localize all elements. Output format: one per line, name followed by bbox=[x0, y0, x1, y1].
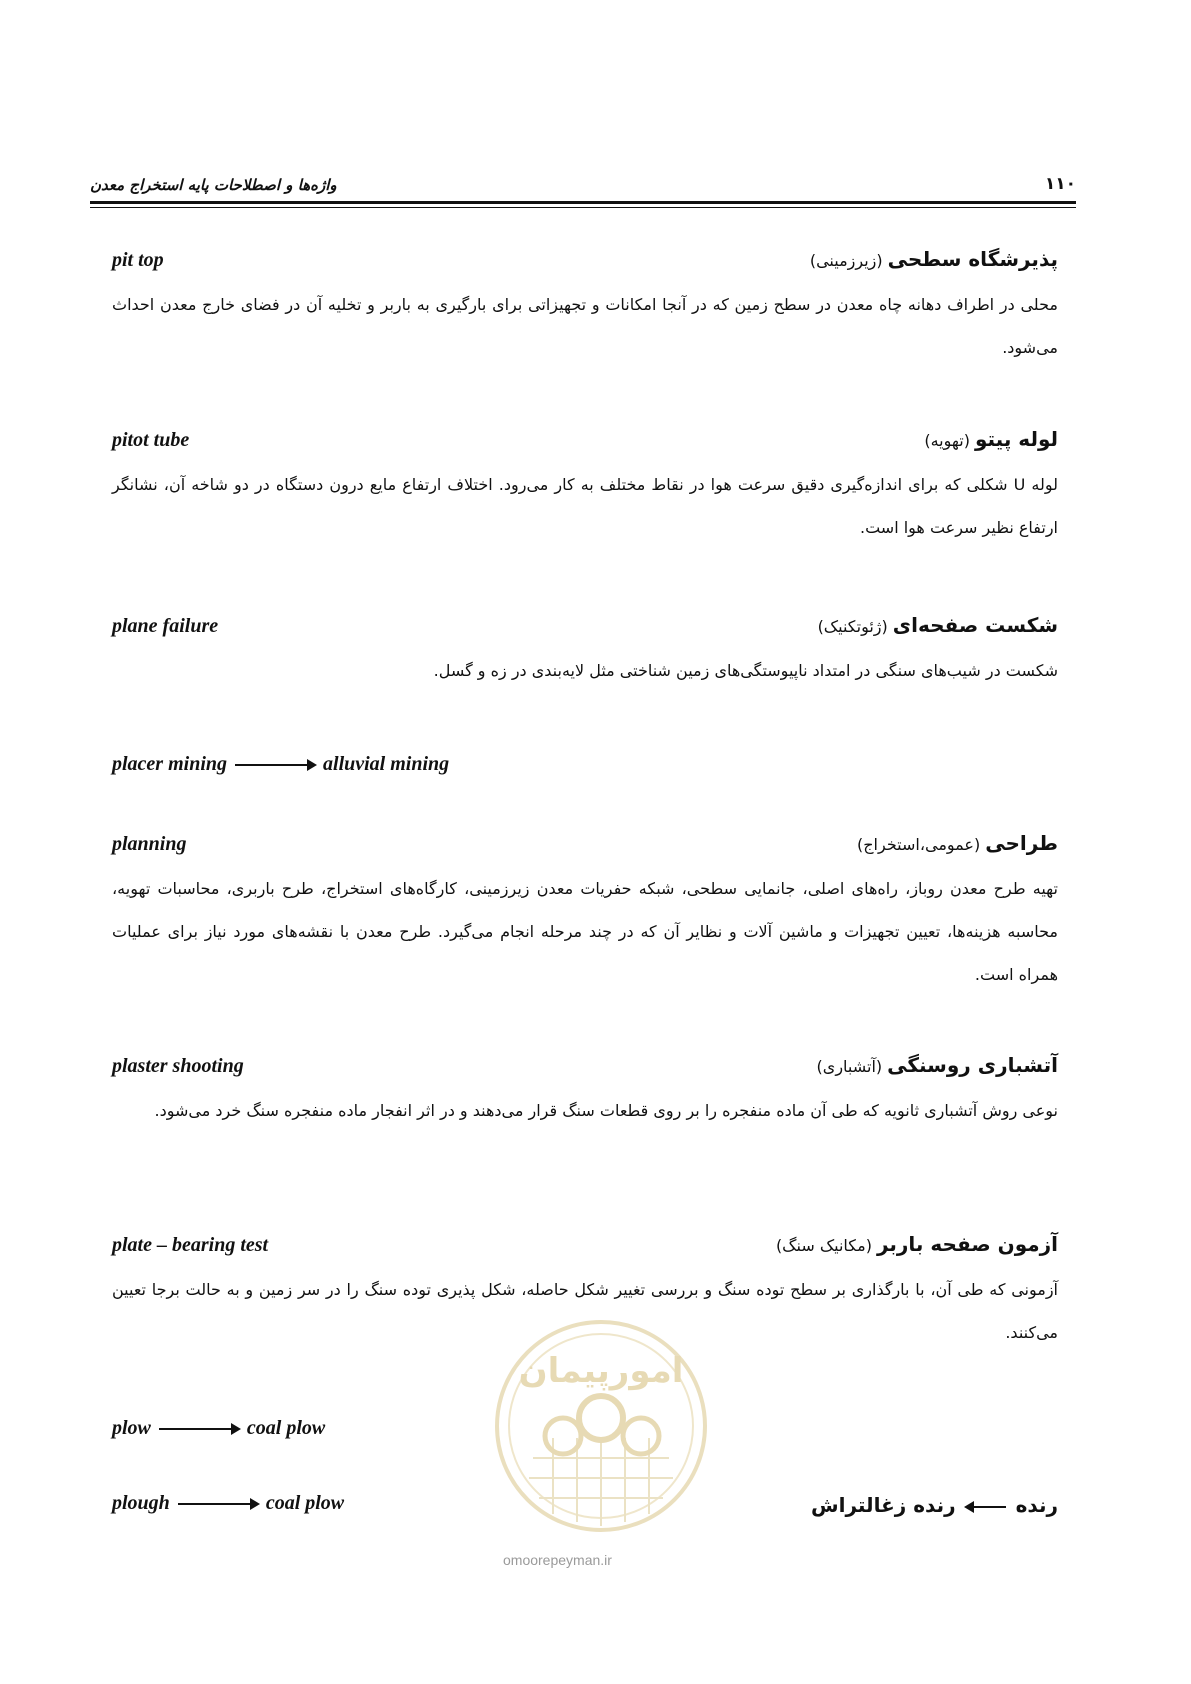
term-fa-word: پذیرشگاه سطحی bbox=[887, 247, 1058, 271]
arrow-right-icon bbox=[235, 764, 315, 766]
cross-ref-fa-to: رنده زغالتراش bbox=[811, 1493, 956, 1517]
term-en: plate – bearing test bbox=[112, 1234, 269, 1256]
term-field: (عمومی،استخراج) bbox=[856, 835, 981, 854]
entry-plaster-shooting bbox=[112, 1053, 1058, 1132]
definition: نوعی روش آتشباری ثانویه که طی آن ماده منفجره را بر روی قطعات سنگ قرار می‌دهند و در اثر انفجار ماده منفجره سنگ خرد می‌شود. bbox=[154, 1101, 1058, 1120]
entry-pit-top bbox=[112, 247, 1058, 369]
definition: آزمونی که طی آن، با بارگذاری بر سطح توده سنگ و بررسی تغییر شکل حاصله، شکل پذیری توده سنگ را در سر زمین و به حالت برجا تعیین می‌کنند. bbox=[112, 1280, 1058, 1342]
cross-ref-fa-from: رنده bbox=[1015, 1493, 1058, 1517]
entry-plane-failure bbox=[112, 613, 1058, 692]
arrow-left-icon bbox=[966, 1506, 1006, 1508]
cross-ref-placer-mining bbox=[112, 753, 449, 776]
cross-ref-from: plough bbox=[112, 1492, 170, 1514]
definition: لوله U شکلی که برای اندازه‌گیری دقیق سرعت هوا در نقاط مختلف به کار می‌رود. اختلاف ارتفاع مایع درون دستگاه در دو شاخه آن، نشانگر ارتفاع نظیر سرعت هوا است. bbox=[112, 475, 1058, 537]
term-fa-word: لوله پیتو bbox=[974, 427, 1058, 451]
term-fa-word: شکست صفحه‌ای bbox=[892, 613, 1058, 637]
cross-ref-to: alluvial mining bbox=[323, 753, 450, 775]
book-title: واژه‌ها و اصطلاحات پایه استخراج معدن bbox=[90, 176, 337, 194]
cross-ref-plough bbox=[112, 1492, 344, 1515]
term-fa bbox=[924, 427, 1058, 451]
term-en: plaster shooting bbox=[112, 1055, 244, 1077]
term-fa bbox=[818, 613, 1058, 637]
term-en: planning bbox=[112, 833, 187, 855]
arrow-right-icon bbox=[178, 1503, 258, 1505]
page-header bbox=[90, 168, 1076, 198]
term-field: (ژئوتکنیک) bbox=[817, 617, 888, 636]
watermark-url: omoorepeyman.ir bbox=[503, 1552, 612, 1568]
term-field: (زیرزمینی) bbox=[809, 251, 883, 270]
term-fa-word: آزمون صفحه باربر bbox=[876, 1232, 1058, 1256]
term-fa bbox=[776, 1232, 1058, 1256]
cross-ref-plow bbox=[112, 1417, 325, 1440]
watermark-logo-text: امورپیمان bbox=[518, 1351, 684, 1391]
term-field: (تهویه) bbox=[924, 431, 970, 450]
term-fa bbox=[810, 247, 1058, 271]
cross-ref-from: plow bbox=[112, 1417, 151, 1439]
term-en: pit top bbox=[112, 249, 164, 271]
term-fa bbox=[857, 831, 1058, 855]
definition: تهیه طرح معدن روباز، راه‌های اصلی، جانمایی سطحی، شبکه حفریات معدن زیرزمینی، کارگاه‌های استخراج، طرح باربری، محاسبات تهویه، محاسبه هزینه‌ها، تعیین تجهیزات و ماشین آلات و نظایر آن که در چند مرحله انجام می‌گیرد. طرح معدن با نقشه‌های مورد نیاز برای عملیات همراه است. bbox=[112, 879, 1058, 984]
entry-pitot-tube bbox=[112, 427, 1058, 549]
cross-ref-from: placer mining bbox=[112, 753, 228, 775]
watermark-logo bbox=[493, 1318, 709, 1534]
term-en: pitot tube bbox=[112, 429, 190, 451]
term-fa-word: آتشباری روسنگی bbox=[887, 1053, 1058, 1077]
cross-ref-fa-plow bbox=[811, 1493, 1058, 1517]
cross-ref-to: coal plow bbox=[265, 1492, 345, 1514]
arrow-right-icon bbox=[159, 1428, 239, 1430]
term-field: (آتشباری) bbox=[816, 1057, 883, 1076]
header-rule-thin bbox=[90, 207, 1076, 208]
term-fa bbox=[817, 1053, 1058, 1077]
entry-planning bbox=[112, 831, 1058, 996]
term-fa-word: طراحی bbox=[985, 831, 1058, 855]
definition: محلی در اطراف دهانه چاه معدن در سطح زمین که در آنجا امکانات و تجهیزاتی برای بارگیری به باربر و تخلیه آن در فضای خارج معدن احداث می‌شود. bbox=[112, 295, 1058, 357]
cross-ref-to: coal plow bbox=[246, 1417, 326, 1439]
term-field: (مکانیک سنگ) bbox=[775, 1236, 872, 1255]
page-number: ۱۱۰ bbox=[1044, 174, 1076, 194]
term-en: plane failure bbox=[112, 615, 219, 637]
definition: شکست در شیب‌های سنگی در امتداد ناپیوستگی‌های زمین شناختی مثل لایه‌بندی در زه و گسل. bbox=[433, 661, 1058, 680]
header-rule-thick bbox=[90, 201, 1076, 204]
